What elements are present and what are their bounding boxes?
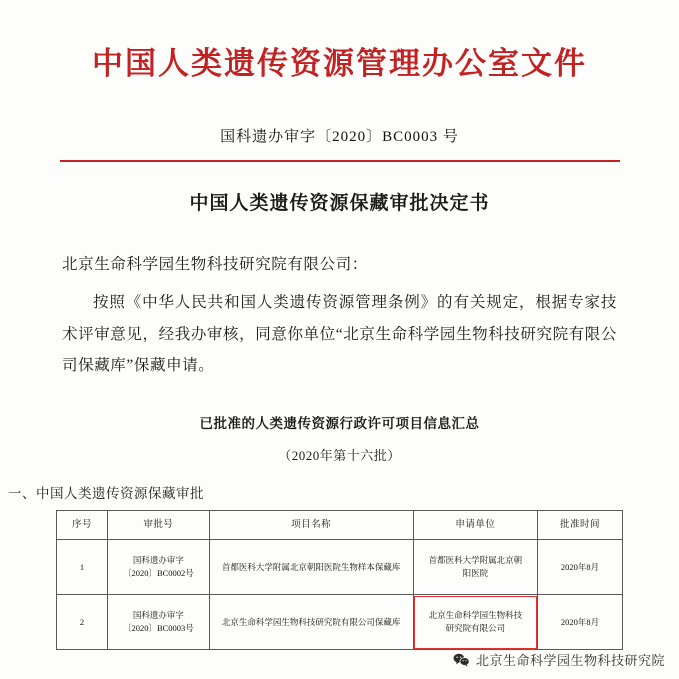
decision-title: 中国人类遗传资源保藏审批决定书 [189, 193, 490, 214]
footer-brand [453, 650, 665, 669]
section-heading: 一、中国人类遗传资源保藏审批 [8, 486, 204, 502]
footer-brand-label: 北京生命科学园生物科技研究院 [475, 653, 665, 668]
cell-unit-line-2: 研究院有限公司 [445, 623, 506, 634]
cell-code-line-1: 国科遗办审字 [132, 610, 184, 621]
cell-no: 1 [57, 540, 108, 595]
th-code: 审批号 [107, 511, 209, 540]
cell-date: 2020年8月 [538, 540, 623, 595]
document-number: 国科遗办审字〔2020〕BC0003 号 [220, 129, 459, 145]
document-body [62, 249, 617, 382]
cell-code-line-2: 〔2020〕BC0003号 [122, 623, 194, 634]
th-no: 序号 [57, 511, 108, 540]
red-divider-rule [60, 160, 620, 162]
body-paragraph: 按照《中华人民共和国人类遗传资源管理条例》的有关规定，根据专家技术评审意见，经我办审核，同意你单位“北京生命科学园生物科技研究院有限公司保藏库”保藏申请。 [62, 293, 617, 375]
cell-unit-highlighted [413, 595, 538, 650]
table-row [57, 595, 623, 650]
approvals-table [56, 510, 623, 650]
cell-date: 2020年8月 [538, 595, 623, 650]
cell-code-line-2: 〔2020〕BC0002号 [122, 568, 194, 579]
th-unit: 申请单位 [413, 511, 538, 540]
cell-unit [413, 540, 538, 595]
cell-code [107, 595, 209, 650]
cell-unit-line-1: 北京生命科学园生物科技 [428, 610, 523, 621]
summary-batch: （2020年第十六批） [278, 448, 401, 464]
cell-project: 首都医科大学附属北京朝阳医院生物样本保藏库 [209, 540, 413, 595]
table-row [57, 540, 623, 595]
table-body [57, 540, 623, 650]
recipient-line: 北京生命科学园生物科技研究院有限公司： [62, 256, 368, 273]
th-date: 批准时间 [538, 511, 623, 540]
th-project: 项目名称 [209, 511, 413, 540]
cell-project: 北京生命科学园生物科技研究院有限公司保藏库 [209, 595, 413, 650]
cell-unit-line-1: 首都医科大学附属北京朝 [428, 555, 523, 566]
document-title: 中国人类遗传资源管理办公室文件 [92, 46, 587, 81]
cell-code [107, 540, 209, 595]
cell-no: 2 [57, 595, 108, 650]
table-header [57, 511, 623, 540]
summary-title: 已批准的人类遗传资源行政许可项目信息汇总 [199, 416, 480, 432]
wechat-icon [453, 653, 470, 667]
table-header-row [57, 511, 623, 540]
cell-code-line-1: 国科遗办审字 [132, 555, 184, 566]
approvals-table-wrap [56, 510, 623, 650]
cell-unit-line-2: 阳医院 [462, 568, 489, 579]
